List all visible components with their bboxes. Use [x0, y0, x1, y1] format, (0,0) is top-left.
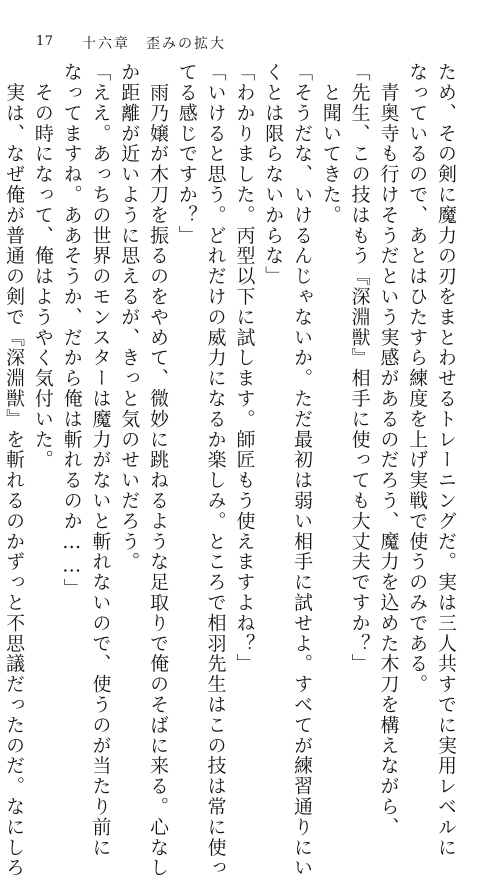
chapter-title: 十六章 歪みの拡大	[82, 36, 226, 52]
text-line: 「いけると思う。どれだけの威力になるか楽しみ。ところで相羽先生はこの技は常に使っ	[204, 62, 227, 878]
text-line: 「先生、この技はもう『深淵獣』相手に使っても大丈夫ですか？」	[348, 62, 371, 674]
page-number: 17	[36, 34, 54, 49]
text-line: その時になって、俺はようやく気付いた。	[31, 62, 54, 470]
text-line: 「そうだな、いけるんじゃないか。ただ最初は弱い相手に試せよ。すべてが練習通りにい	[291, 62, 314, 878]
text-line: と聞いてきた。	[319, 62, 342, 226]
text-line: 「わかりました。丙型以下に試します。師匠もう使えますよね？」	[233, 62, 256, 674]
text-line: くとは限らないからな」	[262, 62, 285, 287]
text-line: ため、その剣に魔力の刃をまとわせるトレーニングだ。実は三人共すでに実用レベルに	[435, 62, 457, 858]
text-line: 「ええ。あっちの世界のモンスターは魔力がないと斬れないので、使うのが当たり前に	[89, 62, 112, 858]
text-line: なっているので、あとはひたすら練度を上げ実戦で使うのみである。	[406, 62, 429, 695]
text-line: か距離が近いように思えるが、きっと気のせいだろう。	[118, 62, 141, 572]
text-line: てる感じですか？」	[175, 62, 198, 246]
text-line: なってますね。ああそうか、だから俺は斬れるのか……」	[60, 62, 83, 599]
text-line: 実は、なぜ俺が普通の剣で『深淵獣』を斬れるのかずっと不思議だったのだ。なにしろ	[3, 62, 26, 878]
text-line: 青奥寺も行けそうだという実感があるのだろう、魔力を込めた木刀を構えながら、	[377, 62, 400, 838]
novel-body-text	[3, 62, 460, 878]
text-line: 雨乃嬢が木刀を振るのをやめて、微妙に跳ねるような足取りで俺のそばに来る。心なし	[147, 62, 170, 878]
